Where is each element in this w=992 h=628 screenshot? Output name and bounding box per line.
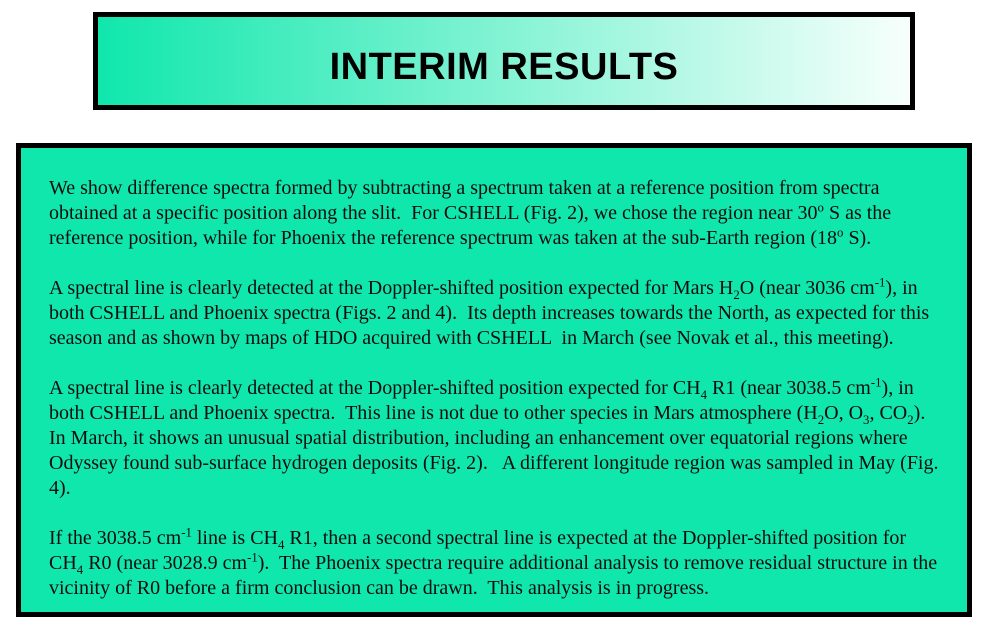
subscript: 4 — [277, 538, 285, 552]
superscript: -1 — [870, 375, 882, 390]
subscript: 4 — [76, 563, 84, 577]
subscript: 2 — [907, 413, 914, 427]
superscript: -1 — [181, 525, 192, 540]
superscript: o — [837, 225, 844, 240]
paragraph: If the 3038.5 $cm^{-1}$ line is $CH_4$ R1, then a second spectral line is expected at the Doppler-shifted position for $CH_4$ R0 (near 3028.9 $cm^{-1}$). The Phoenix spectra require additional analysis to remove residual structure in the vicinity of R0 before a firm conclusion can be drawn. This analysis is in progress. — [49, 525, 943, 599]
superscript: -1 — [247, 550, 258, 565]
superscript: o — [817, 200, 824, 215]
title-banner — [93, 12, 915, 110]
subscript: 2 — [733, 288, 740, 302]
paragraph: We show difference spectra formed by subtracting a spectrum taken at a reference position from spectra obtained at a specific position along the slit. For CSHELL (Fig. 2), we chose the region near 30$^o$ S as the reference position, while for Phoenix the reference spectrum was taken at the sub-Earth region (18$^o$ S). — [49, 177, 897, 249]
paragraph: A spectral line is clearly detected at the Doppler-shifted position expected for $CH_4$ R1 (near 3038.5 $cm^{-1}$), in both CSHELL and Phoenix spectra. This line is not due to other species in Mars atmosphere ($H_2O$, $O_3$, $CO_2$). In March, it shows an unusual spatial distribution, including an enhancement over equatorial regions where Odyssey found sub-surface hydrogen deposits (Fig. 2). A different longitude region was sampled in May (Fig. 4). — [49, 375, 944, 499]
slide-title: INTERIM RESULTS — [329, 45, 679, 88]
content-panel — [16, 143, 972, 617]
subscript: 4 — [700, 388, 708, 402]
subscript: 3 — [863, 413, 870, 427]
superscript: -1 — [874, 275, 886, 290]
paragraph: A spectral line is clearly detected at the Doppler-shifted position expected for Mars $H_2O$ (near 3036 $cm^{-1}$), in both CSHELL and Phoenix spectra (Figs. 2 and 4). Its depth increases towards the North, as expected for this season and as shown by maps of HDO acquired with CSHELL in March (see Novak et al., this meeting). — [49, 275, 935, 349]
subscript: 2 — [817, 413, 825, 427]
